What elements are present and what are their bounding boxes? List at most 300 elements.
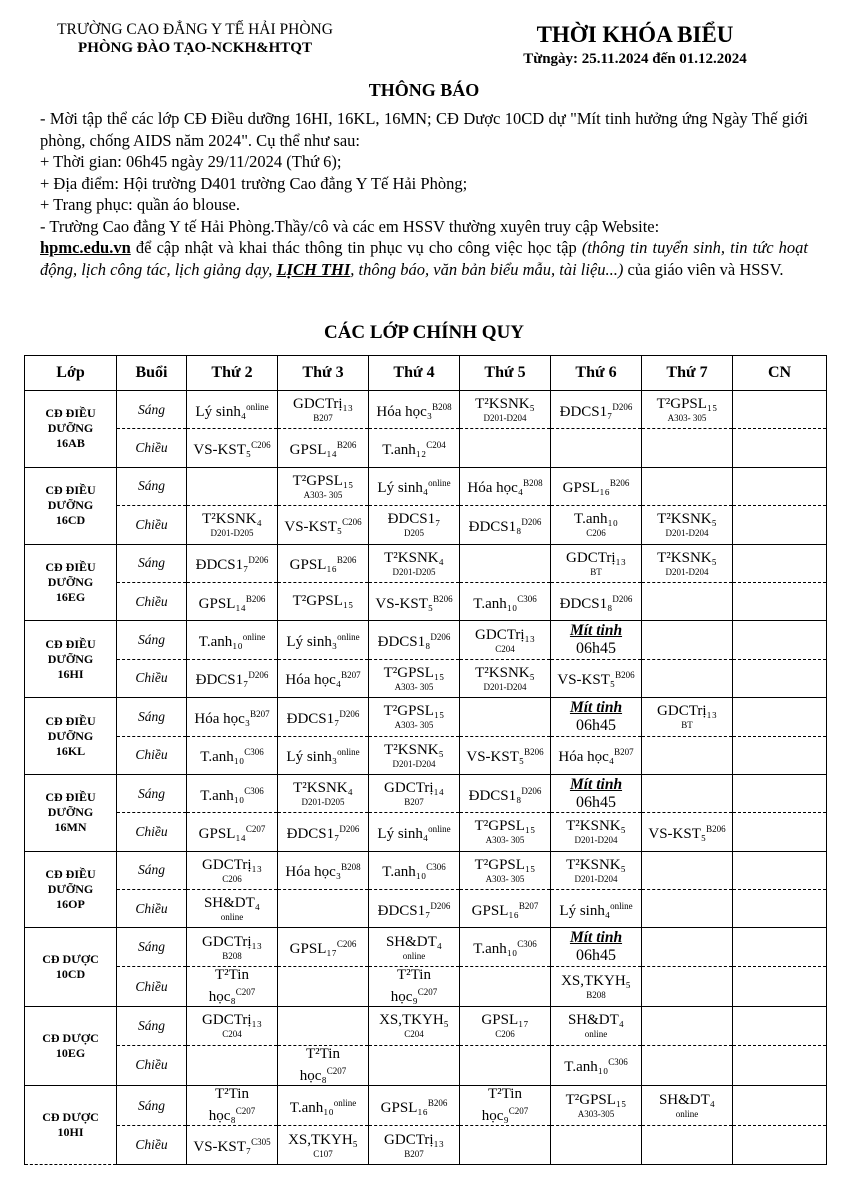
table-row [25,429,827,467]
subject-text-cont: học₈$^{C207}$ [299,1065,347,1084]
subject-text: ĐDCS1₈$^{D206}$ [468,516,542,535]
department-name: PHÒNG ĐÀO TẠO-NCKH&HTQT [78,40,312,56]
session-cell: Chiều [117,890,187,928]
schedule-cell [278,736,369,774]
subject-text: ĐDCS1₇ [387,511,441,528]
lich-thi-link[interactable]: LỊCH THI [276,259,351,279]
session-cell: Chiều [117,966,187,1006]
notice-title: THÔNG BÁO [368,80,480,100]
subject-text: GDCTrị₁₄ [384,780,444,797]
subject-text-cont: học₉$^{C207}$ [481,1106,529,1125]
schedule-cell [733,659,827,697]
schedule-cell [369,506,460,544]
event-time: 06h45 [576,640,616,658]
table-row [25,1126,827,1165]
subject-text: Lý sinh₄$^{online}$ [559,900,633,919]
subject-text: GDCTrị₁₃ [384,1131,444,1148]
session-cell: Chiều [117,582,187,620]
subject-text-cont: học₈$^{C207}$ [208,987,256,1006]
class-name-line: 16HI [57,666,84,681]
table-row [25,621,827,659]
subject-text: ĐDCS1₇$^{D206}$ [559,401,633,420]
schedule-cell [187,506,278,544]
session-cell: Sáng [117,851,187,889]
schedule-cell [278,621,369,659]
schedule-header [470,20,800,69]
subject-text: T.anh₁₀$^{C306}$ [382,862,446,881]
col-header-lop: Lớp [25,356,117,391]
room-text: D201-D204 [574,835,618,846]
subject-text: GDCTrị₁₃ [202,856,262,873]
schedule-cell [460,1086,551,1126]
subject-text: T.anh₁₀$^{online}$ [289,1097,357,1116]
schedule-cell [551,429,642,467]
subject-text: GDCTrị₁₃ [566,549,626,566]
session-cell: Sáng [117,698,187,736]
subject-text: ĐDCS1₇$^{D206}$ [286,708,360,727]
schedule-cell [642,851,733,889]
schedule-cell [733,736,827,774]
subject-text: T²KSNK₅ [566,818,626,835]
session-cell: Sáng [117,1086,187,1126]
subject-text: ĐDCS1₇$^{D206}$ [286,823,360,842]
schedule-cell [369,429,460,467]
room-text: C204 [404,1029,424,1040]
schedule-cell [642,698,733,736]
schedule-cell [460,698,551,736]
subject-text: T²GPSL₁₅ [656,396,718,413]
room-text: BT [590,566,602,577]
subject-text: T²GPSL₁₅ [292,593,354,610]
schedule-cell [642,506,733,544]
class-name-line: DƯỠNG [47,574,94,589]
subject-text: GDCTrị₁₃ [202,1012,262,1029]
schedule-cell [369,890,460,928]
room-text: C206 [586,528,606,539]
subject-text: GPSL₁₄$^{C207}$ [198,823,266,842]
schedule-cell [369,698,460,736]
schedule-cell [460,1126,551,1165]
schedule-cell [369,659,460,697]
class-name-line: 16EG [55,589,86,604]
schedule-cell [187,544,278,582]
class-name-line: DƯỠNG [47,882,94,897]
subject-text: GDCTrị₁₃ [657,703,717,720]
notice-invitation: - Mời tập thể các lớp CĐ Điều dưỡng 16HI, 16KL, 16MN; CĐ Dược 10CD dự "Mít tinh hưởng ứng Ngày Thế giới phòng, chống AIDS năm 2024". Cụ thể như sau: [40,109,808,150]
room-text: C206 [222,873,242,884]
schedule-cell [278,890,369,928]
class-name-line: 10CD [55,967,86,982]
schedule-cell [460,736,551,774]
notice-web-intro: - Trường Cao đẳng Y tế Hải Phòng.Thầy/cô và các em HSSV thường xuyên truy cập Website: [40,216,660,236]
class-name-line: CĐ ĐIỀU [45,636,96,651]
schedule-cell [278,928,369,966]
subject-text: T²KSNK₅ [657,549,717,566]
class-name-line: CĐ ĐIỀU [45,559,96,574]
room-text: D201-D205 [210,528,254,539]
class-name-line: DƯỠNG [47,498,94,513]
class-name-line: 16MN [54,820,87,835]
subject-text: T²Tin [215,967,249,984]
schedule-cell [551,391,642,429]
schedule-cell [551,928,642,966]
class-name-line: 16OP [56,897,85,912]
class-name-line: DƯỠNG [47,421,94,436]
schedule-cell [551,736,642,774]
subject-text: ĐDCS1₈$^{D206}$ [559,593,633,612]
subject-text: GPSL₁₇$^{C206}$ [289,939,357,958]
schedule-cell [460,1045,551,1085]
table-row [25,890,827,928]
schedule-table [24,355,827,1165]
subject-text: T.anh₁₀ [574,511,618,528]
session-cell: Sáng [117,544,187,582]
web-end: của giáo viên và HSSV. [623,259,784,279]
subject-text: T²KSNK₅ [475,396,535,413]
session-cell: Sáng [117,467,187,505]
schedule-cell [278,544,369,582]
subject-text: T²Tin [397,967,431,984]
schedule-cell [369,813,460,851]
schedule-cell [733,1086,827,1126]
class-name-cell [25,1007,117,1086]
schedule-cell [187,774,278,812]
schedule-cell [460,391,551,429]
schedule-cell [187,736,278,774]
schedule-cell [733,544,827,582]
subject-text: VS-KST₅$^{C206}$ [193,440,271,459]
schedule-cell [733,429,827,467]
schedule-cell [733,467,827,505]
schedule-cell [369,467,460,505]
subject-text: VS-KST₇$^{C305}$ [193,1137,271,1156]
event-time: 06h45 [576,947,616,965]
room-text: D201-D204 [483,681,527,692]
class-name-cell [25,391,117,468]
col-header-thu3: Thứ 3 [278,356,369,391]
schedule-cell [733,621,827,659]
session-cell: Chiều [117,659,187,697]
room-text: C204 [222,1029,242,1040]
schedule-cell [551,966,642,1006]
room-text: A303- 305 [485,873,525,884]
schedule-cell [187,698,278,736]
room-text: B207 [404,1148,424,1159]
subject-text: XS,TKYH₅ [561,973,631,990]
subject-text: T.anh₁₀$^{online}$ [198,632,266,651]
subject-text: ĐDCS1₇$^{D206}$ [195,555,269,574]
schedule-cell [642,736,733,774]
schedule-cell [733,966,827,1006]
schedule-cell [187,1086,278,1126]
schedule-cell [642,1086,733,1126]
subject-text: XS,TKYH₅ [288,1131,358,1148]
schedule-cell [187,659,278,697]
table-header-row [25,356,827,391]
class-name-line: DƯỠNG [47,651,94,666]
schedule-cell [278,659,369,697]
event-label: Mít tinh [569,929,623,947]
schedule-cell [733,813,827,851]
event-time: 06h45 [576,793,616,811]
schedule-cell [460,890,551,928]
school-header [30,20,360,58]
schedule-cell [278,429,369,467]
subject-text: VS-KST₅$^{C206}$ [284,516,362,535]
schedule-cell [369,1086,460,1126]
subject-text: T.anh₁₀$^{C306}$ [473,939,537,958]
subject-text: T²Tin [488,1086,522,1103]
session-cell: Chiều [117,1045,187,1085]
web-topics-1: (thông tin tuyển sinh, tin tức hoạt động, lịch công tác, lịch giảng dạy, [40,238,808,279]
schedule-cell [733,1045,827,1085]
schedule-cell [187,851,278,889]
room-text: D205 [404,528,424,539]
room-text: online [675,1109,699,1120]
class-name-cell [25,928,117,1007]
schedule-cell [460,928,551,966]
room-text: A303-305 [577,1109,615,1120]
room-text: A303- 305 [303,489,343,500]
schedule-cell [733,582,827,620]
room-text: B208 [586,990,606,1001]
schedule-cell [369,1126,460,1165]
schedule-cell [187,467,278,505]
subject-text: Hóa học₃$^{B207}$ [194,708,270,727]
schedule-cell [187,813,278,851]
schedule-cell [278,966,369,1006]
schedule-cell [642,391,733,429]
schedule-cell [369,1007,460,1045]
schedule-cell [369,582,460,620]
subject-text: GPSL₁₆$^{B206}$ [289,555,357,574]
schedule-cell [460,429,551,467]
schedule-cell [278,391,369,429]
schedule-cell [278,698,369,736]
event-label: Mít tinh [569,622,623,640]
schedule-cell [460,582,551,620]
school-name: TRƯỜNG CAO ĐẲNG Y TẾ HẢI PHÒNG [57,21,333,38]
table-row [25,467,827,505]
subject-text: GPSL₁₇ [481,1012,529,1029]
subject-text: T²KSNK₄ [202,511,262,528]
event-label: Mít tinh [569,698,623,716]
schedule-cell [460,813,551,851]
session-cell: Chiều [117,506,187,544]
notice-dress: + Trang phục: quần áo blouse. [40,195,240,214]
table-row [25,736,827,774]
class-name-cell [25,698,117,775]
schedule-cell [278,582,369,620]
subject-text: Lý sinh₄$^{online}$ [377,823,451,842]
class-name-cell [25,544,117,621]
room-text: BT [681,720,693,731]
subject-text: GPSL₁₄$^{B206}$ [198,593,266,612]
schedule-cell [642,890,733,928]
room-text: online [220,912,244,923]
room-text: online [584,1029,608,1040]
table-row [25,1086,827,1126]
schedule-cell [278,1126,369,1165]
subject-text: VS-KST₅$^{B206}$ [648,823,726,842]
schedule-cell [551,659,642,697]
subject-text: T.anh₁₀$^{C306}$ [564,1057,628,1076]
schedule-cell [369,1045,460,1085]
session-cell: Sáng [117,928,187,966]
schedule-cell [187,890,278,928]
room-text: D201-D204 [392,758,436,769]
schedule-cell [642,1045,733,1085]
subject-text: T²GPSL₁₅ [292,472,354,489]
schedule-cell [187,621,278,659]
schedule-cell [551,506,642,544]
schedule-cell [278,1045,369,1085]
subject-text: Lý sinh₄$^{online}$ [195,401,269,420]
table-row [25,506,827,544]
schedule-cell [460,659,551,697]
subject-text-cont: học₈$^{C207}$ [208,1106,256,1125]
schedule-cell [733,890,827,928]
schedule-cell [642,1126,733,1165]
room-text: A303- 305 [394,681,434,692]
room-text: online [402,950,426,961]
schedule-cell [551,1086,642,1126]
subject-text: XS,TKYH₅ [379,1012,449,1029]
table-row [25,1045,827,1085]
room-text: C204 [495,643,515,654]
subject-text: T.anh₁₂$^{C204}$ [382,440,446,459]
schedule-cell [278,851,369,889]
schedule-cell [278,774,369,812]
schedule-cell [187,1126,278,1165]
schedule-cell [278,506,369,544]
room-text: B208 [222,950,242,961]
room-text: A303- 305 [667,413,707,424]
schedule-cell [642,544,733,582]
schedule-cell [187,966,278,1006]
schedule-cell [642,966,733,1006]
session-cell: Chiều [117,813,187,851]
room-text: D201-D205 [392,566,436,577]
subject-text: T²KSNK₄ [384,549,444,566]
class-name-cell [25,1086,117,1165]
class-name-cell [25,774,117,851]
schedule-cell [642,659,733,697]
schedule-cell [642,813,733,851]
table-row [25,774,827,812]
class-name-line: CĐ DƯỢC [42,952,99,967]
room-text: D201-D204 [665,528,709,539]
class-name-line: 16KL [55,743,86,758]
session-cell: Sáng [117,391,187,429]
schedule-cell [278,813,369,851]
subject-text-cont: học₉$^{C207}$ [390,987,438,1006]
session-cell: Chiều [117,1126,187,1165]
col-header-cn: CN [733,356,827,391]
session-cell: Chiều [117,429,187,467]
schedule-cell [733,391,827,429]
schedule-cell [642,1007,733,1045]
schedule-cell [642,467,733,505]
col-header-thu4: Thứ 4 [369,356,460,391]
event-label: Mít tinh [569,775,623,793]
class-name-line: CĐ ĐIỀU [45,483,96,498]
schedule-cell [551,774,642,812]
schedule-cell [551,698,642,736]
schedule-cell [733,928,827,966]
subject-text: ĐDCS1₇$^{D206}$ [377,900,451,919]
schedule-cell [460,544,551,582]
session-cell: Sáng [117,1007,187,1045]
room-text: D201-D204 [574,873,618,884]
class-name-line: 10EG [55,1046,86,1061]
room-text: A303- 305 [394,720,434,731]
schedule-cell [551,1126,642,1165]
schedule-cell [642,928,733,966]
subject-text: T.anh₁₀$^{C306}$ [473,593,537,612]
class-name-cell [25,621,117,698]
class-name-line: CĐ DƯỢC [42,1031,99,1046]
schedule-cell [733,1126,827,1165]
schedule-cell [642,582,733,620]
schedule-cell [187,928,278,966]
schedule-cell [642,774,733,812]
subject-text: Hóa học₄$^{B207}$ [285,670,361,689]
schedule-cell [460,506,551,544]
schedule-cell [187,391,278,429]
schedule-cell [369,621,460,659]
website-link[interactable]: hpmc.edu.vn [40,238,131,257]
section-title: CÁC LỚP CHÍNH QUY [323,322,525,343]
schedule-cell [187,582,278,620]
web-topics-2: , thông báo, văn bản biểu mẫu, tài liệu...) [350,259,624,279]
schedule-cell [460,966,551,1006]
web-purpose: để cập nhật và khai thác thông tin phục vụ cho công việc học tập [130,238,582,257]
schedule-cell [187,429,278,467]
schedule-cell [551,1007,642,1045]
room-text: C206 [495,1029,515,1040]
class-name-line: CĐ ĐIỀU [45,867,96,882]
subject-text: Hóa học₃$^{B208}$ [285,862,361,881]
room-text: A303- 305 [485,835,525,846]
subject-text: T²GPSL₁₅ [474,818,536,835]
subject-text: ĐDCS1₇$^{D206}$ [195,670,269,689]
subject-text: GPSL₁₄$^{B206}$ [289,440,357,459]
class-name-line: 16CD [55,513,86,528]
subject-text: T²GPSL₁₅ [383,703,445,720]
schedule-cell [369,736,460,774]
notice-place: + Địa điểm: Hội trường D401 trường Cao đẳng Y Tế Hải Phòng; [40,173,468,193]
class-name-line: DƯỠNG [47,805,94,820]
schedule-cell [551,1045,642,1085]
notice-time: + Thời gian: 06h45 ngày 29/11/2024 (Thứ 6); [40,152,342,171]
table-row [25,544,827,582]
subject-text: T²KSNK₅ [475,664,535,681]
schedule-cell [369,966,460,1006]
schedule-cell [733,851,827,889]
class-name-line: CĐ ĐIỀU [45,406,96,421]
subject-text: Lý sinh₃$^{online}$ [286,632,360,651]
schedule-cell [460,851,551,889]
schedule-cell [733,774,827,812]
col-header-thu6: Thứ 6 [551,356,642,391]
schedule-cell [369,851,460,889]
schedule-cell [187,1045,278,1085]
schedule-cell [642,429,733,467]
subject-text: GPSL₁₆$^{B207}$ [471,900,539,919]
class-name-line: 10HI [57,1125,84,1140]
subject-text: Hóa học₃$^{B208}$ [376,401,452,420]
